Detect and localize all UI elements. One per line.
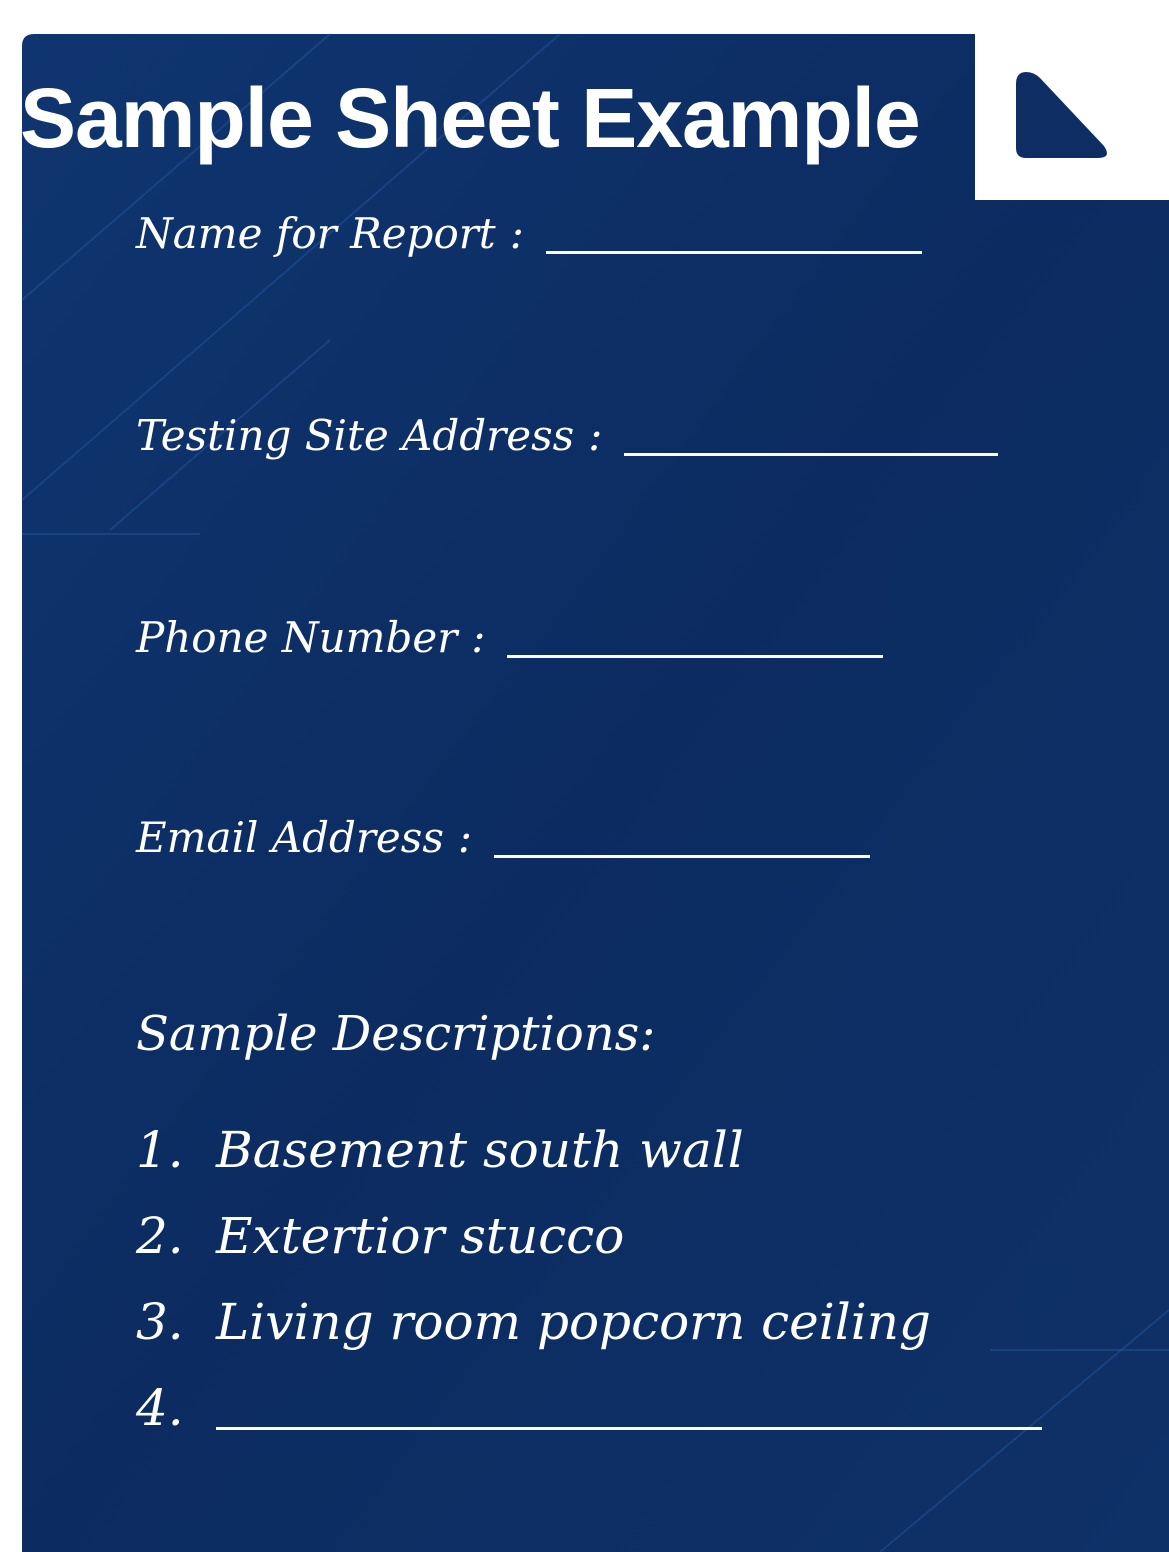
phone-number-blank[interactable] [507,655,883,658]
field-email-address [136,812,870,864]
page-title: Sample Sheet Example [20,71,920,165]
item-number: 3. [136,1293,184,1351]
item-number: 1. [136,1121,184,1179]
field-separator: : [457,813,473,862]
testing-site-address-blank[interactable] [624,453,998,456]
list-item [136,1354,1042,1440]
item-4-blank[interactable] [216,1427,1042,1430]
list-item [136,1268,1042,1354]
item-text: Basement south wall [216,1121,744,1179]
field-name-for-report [136,208,922,260]
field-phone-number [136,612,883,664]
field-separator: : [588,411,603,460]
list-item [136,1182,1042,1268]
list-item [136,1096,1042,1182]
item-number: 4. [136,1379,184,1437]
name-for-report-blank[interactable] [546,251,922,254]
sample-descriptions-list [136,1096,1042,1440]
field-separator: : [509,209,524,258]
sample-descriptions-heading: Sample Descriptions: [136,1006,656,1062]
field-label: Phone Number [136,613,458,662]
field-testing-site-address [136,410,998,462]
item-number: 2. [136,1207,184,1265]
field-label: Testing Site Address [136,411,575,460]
field-separator: : [471,613,486,662]
item-text: Extertior stucco [216,1207,625,1265]
field-label: Name for Report [136,209,496,258]
item-text: Living room popcorn ceiling [216,1293,931,1351]
field-label: Email Address [136,813,444,862]
email-address-blank[interactable] [494,855,870,858]
